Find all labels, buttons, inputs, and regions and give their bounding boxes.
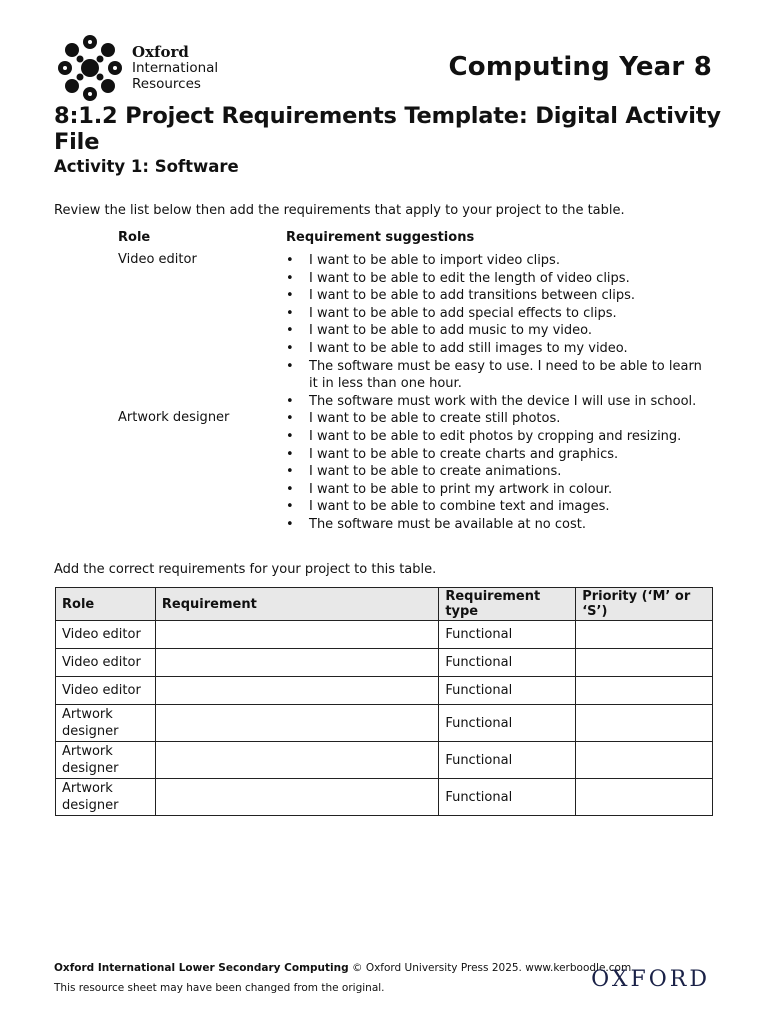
type-cell: Functional — [439, 677, 576, 705]
logo-text-international: International — [132, 60, 219, 76]
type-cell: Functional — [439, 742, 576, 779]
table-row — [56, 742, 713, 779]
logo-wordmark — [132, 44, 218, 92]
priority-cell[interactable] — [576, 779, 713, 816]
list-item: • I want to be able to add special effects to clips. — [286, 305, 708, 323]
list-item: • I want to be able to import video clips. — [286, 252, 708, 270]
priority-cell[interactable] — [576, 742, 713, 779]
role-cell: Artwork designer — [56, 705, 156, 742]
footer-copyright: © Oxford University Press 2025. www.kerboodle.com — [351, 962, 632, 974]
type-cell: Functional — [439, 705, 576, 742]
table-row — [56, 779, 713, 816]
suggestions-role-header: Role — [118, 229, 151, 245]
table-row — [56, 621, 713, 649]
list-item: • I want to be able to add still images to my video. — [286, 340, 708, 358]
requirement-cell[interactable] — [155, 677, 438, 705]
footer-note: This resource sheet may have been changed from the original. — [54, 982, 385, 994]
list-item: • The software must be easy to use. I need to be able to learn it in less than one hour. — [286, 358, 708, 393]
role-cell: Video editor — [56, 649, 156, 677]
role-cell: Video editor — [56, 677, 156, 705]
page-title: 8:1.2 Project Requirements Template: Digital Activity File — [54, 103, 721, 155]
requirement-cell[interactable] — [155, 779, 438, 816]
requirement-cell[interactable] — [155, 705, 438, 742]
requirement-cell[interactable] — [155, 649, 438, 677]
course-title: Computing Year 8 — [448, 52, 712, 82]
priority-cell[interactable] — [576, 677, 713, 705]
priority-cell[interactable] — [576, 621, 713, 649]
suggestions-req-header: Requirement suggestions — [286, 229, 475, 245]
list-item: • I want to be able to edit photos by cropping and resizing. — [286, 428, 708, 446]
list-item: • I want to be able to combine text and images. — [286, 498, 708, 516]
suggestion-role: Video editor — [118, 252, 197, 267]
table-row — [56, 649, 713, 677]
list-item: • I want to be able to create still photos. — [286, 410, 708, 428]
suggestions-header — [118, 226, 708, 248]
suggestion-role: Artwork designer — [118, 410, 230, 426]
oxford-wordmark: OXFORD — [591, 967, 710, 992]
role-cell: Video editor — [56, 621, 156, 649]
table-intro: Add the correct requirements for your project to this table. — [54, 562, 437, 577]
list-item: • I want to be able to print my artwork in colour. — [286, 481, 708, 499]
requirement-cell[interactable] — [155, 742, 438, 779]
table-row — [56, 705, 713, 742]
activity-intro: Review the list below then add the requirements that apply to your project to the table. — [54, 203, 625, 218]
type-cell: Functional — [439, 779, 576, 816]
table-row — [56, 677, 713, 705]
activity-heading: Activity 1: Software — [54, 157, 239, 176]
logo-text-resources: Resources — [132, 76, 201, 92]
requirements-table — [55, 587, 713, 816]
logo-text-oxford: Oxford — [132, 43, 189, 61]
requirement-suggestions — [118, 226, 708, 534]
footer-copyright-line — [54, 958, 631, 978]
oxford-international-logo — [54, 34, 219, 102]
footer-product: Oxford International Lower Secondary Computing — [54, 962, 349, 974]
flower-logo-icon — [54, 34, 126, 102]
column-header-priority: Priority (‘M’ or ‘S’) — [576, 588, 713, 621]
page-footer — [54, 958, 631, 998]
role-cell: Artwork designer — [56, 742, 156, 779]
list-item: • I want to be able to create charts and graphics. — [286, 446, 708, 464]
column-header-requirement-type: Requirement type — [439, 588, 576, 621]
suggestion-group-artwork-designer — [118, 410, 708, 533]
list-item: • I want to be able to add music to my video. — [286, 322, 708, 340]
type-cell: Functional — [439, 649, 576, 677]
list-item: • The software must be available at no cost. — [286, 516, 708, 534]
list-item: • I want to be able to add transitions between clips. — [286, 287, 708, 305]
type-cell: Functional — [439, 621, 576, 649]
role-cell: Artwork designer — [56, 779, 156, 816]
suggestion-list — [286, 252, 708, 410]
suggestion-list — [286, 410, 708, 533]
list-item: • I want to be able to create animations. — [286, 463, 708, 481]
column-header-requirement: Requirement — [155, 588, 438, 621]
requirement-cell[interactable] — [155, 621, 438, 649]
priority-cell[interactable] — [576, 705, 713, 742]
list-item: • The software must work with the device I will use in school. — [286, 393, 708, 411]
priority-cell[interactable] — [576, 649, 713, 677]
table-header-row — [56, 588, 713, 621]
list-item: • I want to be able to edit the length of video clips. — [286, 270, 708, 288]
suggestion-group-video-editor — [118, 252, 708, 410]
column-header-role: Role — [56, 588, 156, 621]
